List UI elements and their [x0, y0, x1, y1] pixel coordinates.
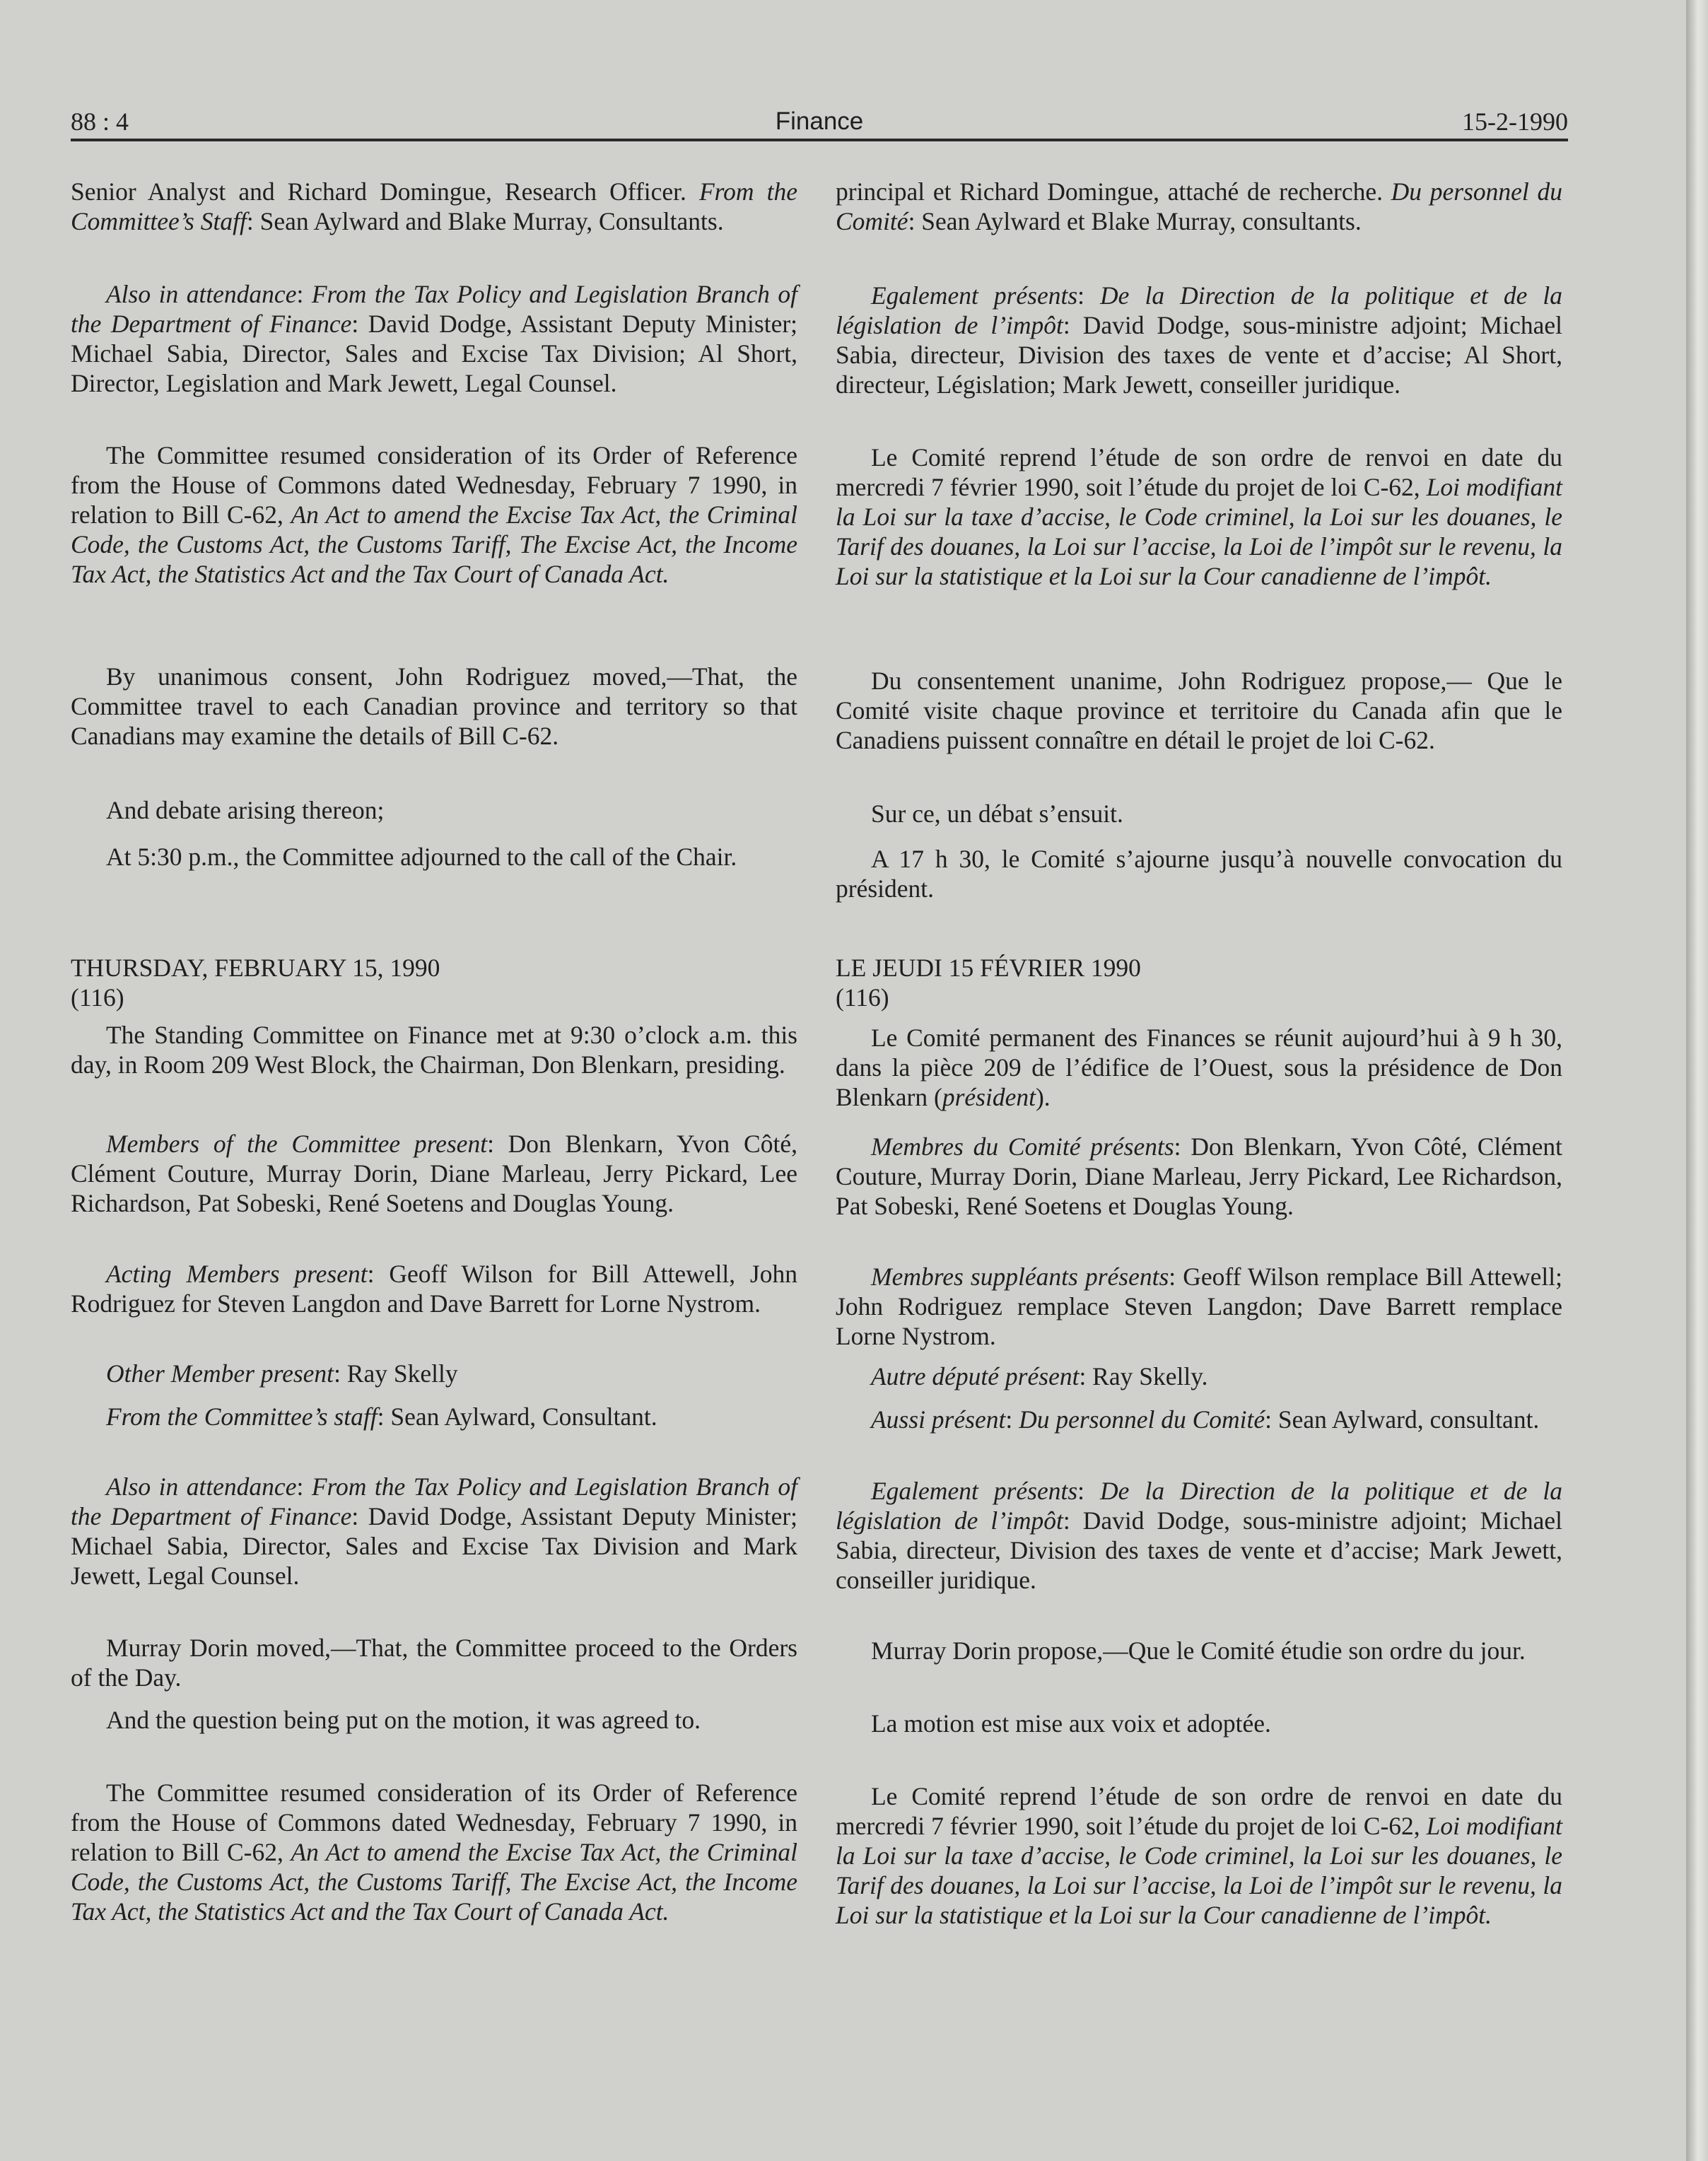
page-edge-shadow: [1686, 0, 1708, 2161]
meeting-number: (116): [71, 983, 124, 1012]
meeting-date: THURSDAY, FEBRUARY 15, 1990: [71, 954, 440, 982]
consent-paragraph-fr: Du consentement unanime, John Rodriguez propose,— Que le Comité visite chaque province et territoire du Canada afin que le Canadiens puissent connaître en détail le projet de loi C-62.: [836, 667, 1562, 754]
header-date: 15-2-1990: [1462, 107, 1568, 136]
staff-paragraph: Senior Analyst and Richard Domingue, Research Officer. From the Committee’s Staff: Sean Aylward and Blake Murray, Consultants.: [71, 177, 797, 235]
attendance-paragraph-2: Also in attendance: From the Tax Policy and Legislation Branch of the Department of Finance: David Dodge, Assistant Deputy Minister; Michael Sabia, Director, Sales and Excise Tax Division and Mark Jewett, Legal Counsel.: [71, 1472, 798, 1590]
met-paragraph: The Standing Committee on Finance met at 9:30 o’clock a.m. this day, in Room 209 West Block, the Chairman, Don Blenkarn, presiding.: [71, 1021, 797, 1079]
resumed-paragraph-1: The Committee resumed consideration of its Order of Reference from the House of Commons dated Wednesday, February 7 1990, in relation to Bill C-62, An Act to amend the Excise Tax Act, the Criminal Code, the Customs Act, the Customs Tariff, The Excise Act, the Income Tax Act, the Statistics Act and the Tax Court of Canada Act.: [71, 441, 797, 588]
meeting-number-fr: (116): [836, 983, 889, 1012]
attendance-paragraph-1: Also in attendance: From the Tax Policy and Legislation Branch of the Department of Finance: David Dodge, Assistant Deputy Minister; Michael Sabia, Director, Sales and Excise Tax Division; Al Short, Director, Legislation and Mark Jewett, Legal Counsel.: [71, 280, 798, 397]
motion-paragraph: Murray Dorin moved,—That, the Committee proceed to the Orders of the Day.: [71, 1634, 797, 1692]
other-member-paragraph: Other Member present: Ray Skelly: [106, 1359, 458, 1388]
question-paragraph-fr: La motion est mise aux voix et adoptée.: [871, 1709, 1271, 1738]
other-member-paragraph-fr: Autre député présent: Ray Skelly.: [871, 1362, 1208, 1390]
resumed-paragraph-2-fr: Le Comité reprend l’étude de son ordre de renvoi en date du mercredi 7 février 1990, soit l’étude du projet de loi C-62, Loi modifiant la Loi sur la taxe d’accise, le Code criminel, la Loi sur les douanes, le Tarif des douanes, la Loi sur l’accise, la Loi de l’impôt sur le revenu, la Loi sur la statistique et la Loi sur la Cour canadienne de l’impôt.: [836, 1782, 1563, 1929]
consent-paragraph: By unanimous consent, John Rodriguez moved,—That, the Committee travel to each Canadian province and territory so that Canadians may examine the details of Bill C-62.: [71, 662, 797, 750]
debate-paragraph-fr: Sur ce, un débat s’ensuit.: [871, 800, 1123, 828]
members-paragraph-fr: Membres du Comité présents: Don Blenkarn, Yvon Côté, Clément Couture, Murray Dorin, Diane Marleau, Jerry Pickard, Lee Richardson, Pat Sobeski, René Soetens et Douglas Young.: [836, 1132, 1562, 1220]
staff-paragraph-2: From the Committee’s staff: Sean Aylward, Consultant.: [106, 1402, 657, 1431]
question-paragraph: And the question being put on the motion, it was agreed to.: [106, 1706, 701, 1734]
resumed-paragraph-2: The Committee resumed consideration of its Order of Reference from the House of Commons dated Wednesday, February 7 1990, in relation to Bill C-62, An Act to amend the Excise Tax Act, the Criminal Code, the Customs Act, the Customs Tariff, The Excise Act, the Income Tax Act, the Statistics Act and the Tax Court of Canada Act.: [71, 1779, 797, 1926]
staff-paragraph-fr: principal et Richard Domingue, attaché de recherche. Du personnel du Comité: Sean Aylward et Blake Murray, consultants.: [836, 177, 1562, 235]
acting-members-paragraph-fr: Membres suppléants présents: Geoff Wilson remplace Bill Attewell; John Rodriguez remplace Steven Langdon; Dave Barrett remplace Lorne Nystrom.: [836, 1263, 1562, 1350]
acting-members-paragraph: Acting Members present: Geoff Wilson for Bill Attewell, John Rodriguez for Steven Langdon and Dave Barrett for Lorne Nystrom.: [71, 1260, 797, 1318]
meeting-heading-fr: [836, 953, 1562, 1012]
meeting-date-fr: LE JEUDI 15 FÉVRIER 1990: [836, 954, 1141, 982]
meeting-heading: [71, 953, 797, 1012]
adjourn-paragraph-fr: A 17 h 30, le Comité s’ajourne jusqu’à nouvelle convocation du président.: [836, 845, 1562, 903]
adjourn-paragraph: At 5:30 p.m., the Committee adjourned to the call of the Chair.: [106, 843, 737, 871]
running-title: Finance: [775, 107, 864, 135]
header-rule: [71, 139, 1568, 141]
page-number: 88 : 4: [71, 107, 129, 136]
resumed-paragraph-1-fr: Le Comité reprend l’étude de son ordre de renvoi en date du mercredi 7 février 1990, soit l’étude du projet de loi C-62, Loi modifiant la Loi sur la taxe d’accise, le Code criminel, la Loi sur les douanes, le Tarif des douanes, la Loi sur l’accise, la Loi de l’impôt sur le revenu, la Loi sur la statistique et la Loi sur la Cour canadienne de l’impôt.: [836, 443, 1563, 590]
motion-paragraph-fr: Murray Dorin propose,—Que le Comité étudie son ordre du jour.: [871, 1636, 1526, 1665]
met-paragraph-fr: Le Comité permanent des Finances se réunit aujourd’hui à 9 h 30, dans la pièce 209 de l’édifice de l’Ouest, sous la présidence de Don Blenkarn (président).: [836, 1024, 1562, 1111]
attendance-paragraph-2-fr: Egalement présents: De la Direction de la politique et de la législation de l’impôt: David Dodge, sous-ministre adjoint; Michael Sabia, directeur, Division des taxes de vente et d’accise; Mark Jewett, conseiller juridique.: [836, 1477, 1562, 1594]
members-paragraph: Members of the Committee present: Don Blenkarn, Yvon Côté, Clément Couture, Murray Dorin, Diane Marleau, Jerry Pickard, Lee Richardson, Pat Sobeski, René Soetens and Douglas Young.: [71, 1130, 797, 1217]
staff-paragraph-2-fr: Aussi présent: Du personnel du Comité: Sean Aylward, consultant.: [871, 1405, 1540, 1434]
page-header: [71, 105, 1568, 139]
debate-paragraph: And debate arising thereon;: [106, 796, 385, 824]
attendance-paragraph-1-fr: Egalement présents: De la Direction de la politique et de la législation de l’impôt: David Dodge, sous-ministre adjoint; Michael Sabia, directeur, Division des taxes de vente et d’accise; Al Short, directeur, Législation; Mark Jewett, conseiller juridique.: [836, 281, 1562, 399]
